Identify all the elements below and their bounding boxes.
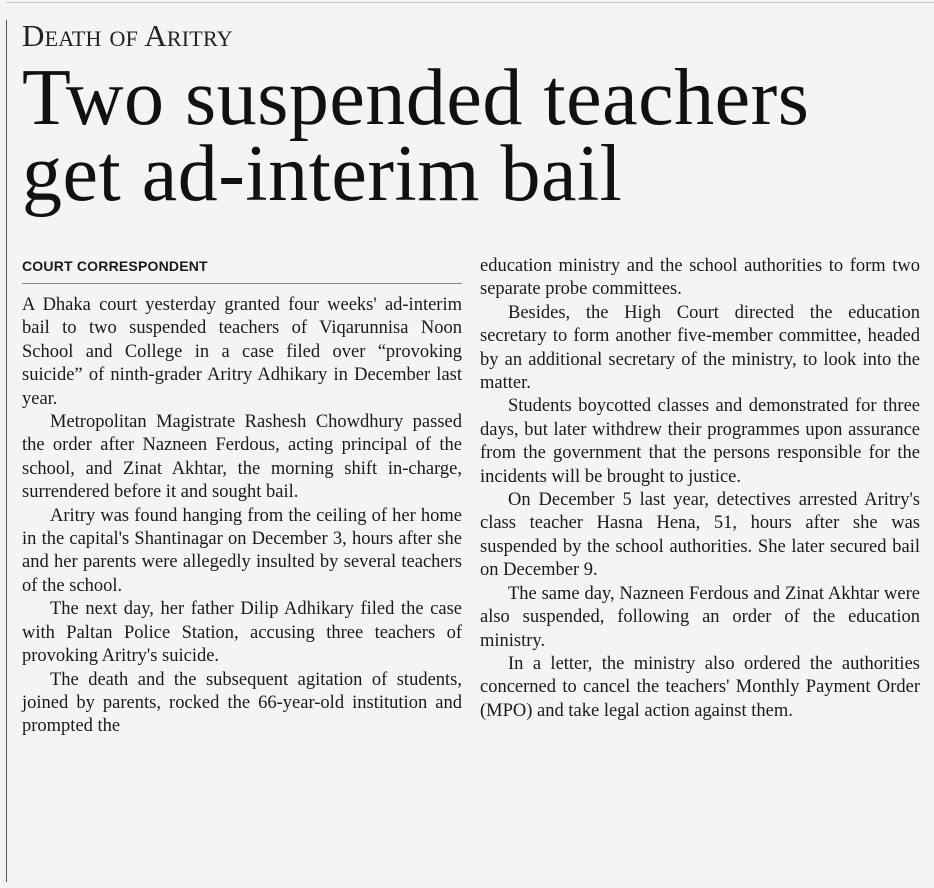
paragraph: Aritry was found hanging from the ceiling of her home in the capital's Shantinagar on December 3, hours after she and her parents were allegedly insulted by several teachers of the school. (22, 505, 462, 596)
column-2 (480, 255, 920, 723)
paragraph: On December 5 last year, detectives arrested Aritry's class teacher Hasna Hena, 51, hours after she was suspended by the school authorities. She later secured bail on December 9. (480, 490, 920, 581)
column-1 (22, 255, 462, 739)
headline-line-1: Two suspended teachers (22, 53, 810, 142)
top-border (6, 2, 934, 3)
byline-divider (22, 283, 462, 284)
left-column-rule (6, 20, 7, 882)
kicker: Death of Aritry (22, 18, 233, 53)
paragraph: education ministry and the school authorities to form two separate probe committees. (480, 256, 920, 300)
headline (22, 53, 918, 218)
paragraph: A Dhaka court yesterday granted four weeks' ad-interim bail to two suspended teachers of Viqarunnisa Noon School and College in a case filed over “provoking suicide” of ninth-grader Aritry Adhikary in December last year. (22, 295, 462, 409)
paragraph: In a letter, the ministry also ordered the authorities concerned to cancel the teachers' Monthly Payment Order (MPO) and take legal action against them. (480, 653, 920, 721)
headline-line-2: get ad-interim bail (22, 129, 623, 218)
paragraph: The death and the subsequent agitation of students, joined by parents, rocked the 66-year-old institution and prompted the (22, 669, 462, 737)
paragraph: Besides, the High Court directed the education secretary to form another five-member committee, headed by an additional secretary of the ministry, to look into the matter. (480, 302, 920, 394)
paragraph: The next day, her father Dilip Adhikary filed the case with Paltan Police Station, accusing three teachers of provoking Aritry's suicide. (22, 599, 462, 667)
news-article (22, 18, 920, 737)
paragraph: Metropolitan Magistrate Rashesh Chowdhury passed the order after Nazneen Ferdous, acting principal of the school, and Zinat Akhtar, the morning shift in-charge, surrendered before it and sought bail. (22, 412, 462, 503)
paragraph: The same day, Nazneen Ferdous and Zinat Akhtar were also suspended, following an order of the education ministry. (480, 583, 920, 651)
paragraph: Students boycotted classes and demonstrated for three days, but later withdrew their programmes upon assurance from the government that the persons responsible for the incidents will be brought to justice. (480, 396, 920, 487)
byline: COURT CORRESPONDENT (22, 258, 208, 274)
